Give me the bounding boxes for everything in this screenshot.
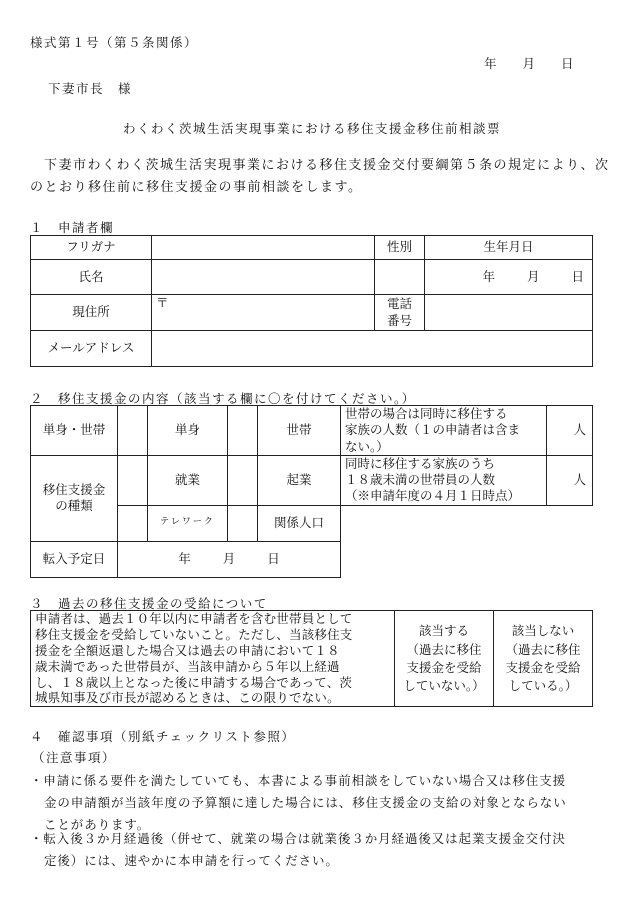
phone-label-line-2: 番号 <box>386 312 412 328</box>
minor-note-line-2: １８歳未満の世帯員の人数 <box>345 472 496 487</box>
household-label: 世帯 <box>258 406 341 456</box>
date-day: 日 <box>561 56 574 71</box>
employment-label: 就業 <box>148 455 228 505</box>
birthdate-field[interactable] <box>425 260 593 295</box>
move-year: 年 <box>178 550 191 566</box>
address-field[interactable] <box>152 295 375 331</box>
move-month: 月 <box>222 550 236 566</box>
not-applicable-line-4: している。） <box>508 677 578 693</box>
bullet1-line-3: ことがあります。 <box>44 817 151 832</box>
intro-line-2: のとおり移住前に移住支援金の事前相談をします。 <box>30 180 363 195</box>
bullet2-line-1: ・転入後３か月経過後（併せて、就業の場合は就業後３か月経過後又は起業支援金交付決 <box>30 831 566 846</box>
date-month: 月 <box>522 56 536 71</box>
phone-label <box>375 295 425 331</box>
applicable-line-2: （過去に移住 <box>406 641 482 657</box>
name-label: 氏名 <box>31 260 152 295</box>
related-population-check-cell[interactable] <box>228 505 258 541</box>
addressee: 下妻市長 様 <box>48 81 133 96</box>
startup-check-cell[interactable] <box>228 455 258 505</box>
condition-line-4: 歳未満であった世帯員が、当該申請から５年以上経過 <box>35 658 340 674</box>
date-line <box>484 54 574 72</box>
household-members-note <box>341 406 547 456</box>
condition-line-5: し、１８歳以上となった後に申請する場合であって、茨 <box>35 674 353 690</box>
applicable-line-1: 該当する <box>418 623 469 639</box>
not-applicable-line-1: 該当しない <box>511 623 575 639</box>
minor-members-note <box>341 455 547 505</box>
related-population-label: 関係人口 <box>258 505 341 541</box>
condition-line-2: 移住支援金を受給していないこと。ただし、当該移住支 <box>35 626 353 642</box>
move-date-label: 転入予定日 <box>31 541 118 577</box>
section2-heading: ２ 移住支援金の内容（該当する欄に〇を付けてください。） <box>30 391 416 406</box>
blank-area-2 <box>341 541 593 577</box>
bullet1-line-2: 金の申請額が当該年度の予算額に達した場合には、移住支援金の支給の対象とならない <box>44 795 567 810</box>
page-title: わくわく茨城生活実現事業における移住支援金移住前相談票 <box>123 121 502 136</box>
birth-year: 年 <box>482 268 495 284</box>
not-applicable-option[interactable] <box>494 611 593 707</box>
section3-heading: ３ 過去の移住支援金の受給について <box>30 596 268 611</box>
applicable-line-4: していない。） <box>403 677 485 693</box>
minor-note-line-3: （※申請年度の４月１日時点） <box>345 488 521 504</box>
address-label: 現住所 <box>31 295 152 331</box>
minor-members-field[interactable] <box>547 455 593 505</box>
past-receipt-table <box>30 610 593 707</box>
birthdate-label: 生年月日 <box>425 236 593 260</box>
persons-unit-2: 人 <box>573 472 586 487</box>
not-applicable-line-2: （過去に移住 <box>505 641 581 657</box>
past-receipt-condition <box>31 611 395 707</box>
postal-mark: 〒 <box>156 295 169 310</box>
condition-line-6: 城県知事及び市長が認めるときは、この限りでない。 <box>35 690 340 706</box>
single-check-cell[interactable] <box>118 406 148 456</box>
section1-heading: １ 申請者欄 <box>30 220 115 235</box>
move-day: 日 <box>267 550 280 566</box>
not-applicable-line-3: 支援金を受給 <box>505 659 581 675</box>
phone-label-line-1: 電話 <box>386 296 412 312</box>
household-note-line-3: ない。） <box>345 438 389 454</box>
telework-label: テレワーク <box>148 505 228 541</box>
name-field[interactable] <box>152 260 375 295</box>
applicable-line-3: 支援金を受給 <box>406 659 482 675</box>
phone-field[interactable] <box>425 295 593 331</box>
notes-bullet-1 <box>30 770 567 836</box>
blank-area <box>341 505 593 541</box>
notes-bullet-2 <box>30 828 566 872</box>
notes-heading: （注意事項） <box>32 750 117 765</box>
email-field[interactable] <box>152 331 593 367</box>
bullet2-line-2: 定後）には、速やかに本申請を行ってください。 <box>44 853 339 868</box>
household-note-line-1: 世帯の場合は同時に移住する <box>345 406 508 421</box>
telework-check-cell[interactable] <box>118 505 148 541</box>
furigana-field[interactable] <box>152 236 375 260</box>
household-check-cell[interactable] <box>228 406 258 456</box>
applicant-table <box>30 235 593 367</box>
email-label: メールアドレス <box>31 331 152 367</box>
section4-heading: ４ 確認事項（別紙チェックリスト参照） <box>30 729 296 744</box>
household-note-line-2: 家族の人数（１の申請者は含ま <box>345 422 521 438</box>
intro-line-1: 下妻市わくわく茨城生活実現事業における移住支援金交付要綱第５条の規定により、次 <box>44 158 610 173</box>
single-label: 単身 <box>148 406 228 456</box>
date-year: 年 <box>484 56 497 71</box>
bullet1-line-1: ・申請に係る要件を満たしていても、本書による事前相談をしていない場合又は移住支援 <box>30 773 567 788</box>
support-type-line-2: の種類 <box>55 498 93 514</box>
birth-month: 月 <box>526 268 540 284</box>
gender-field[interactable] <box>375 260 425 295</box>
startup-label: 起業 <box>258 455 341 505</box>
support-content-table <box>30 405 593 578</box>
form-number: 様式第１号（第５条関係） <box>30 35 199 50</box>
persons-unit-1: 人 <box>573 422 586 438</box>
furigana-label: フリガナ <box>31 236 152 260</box>
support-type-label <box>31 455 118 541</box>
condition-line-1: 申請者は、過去１０年以内に申請者を含む世帯員として <box>35 611 353 626</box>
gender-label: 性別 <box>375 236 425 260</box>
single-household-label: 単身・世帯 <box>31 406 118 456</box>
applicable-option[interactable] <box>395 611 494 707</box>
minor-note-line-1: 同時に移住する家族のうち <box>345 455 496 471</box>
move-date-field[interactable] <box>118 541 341 577</box>
household-members-field[interactable] <box>547 406 593 456</box>
condition-line-3: 援金を全額返還した場合又は過去の申請において１８ <box>35 642 340 658</box>
employment-check-cell[interactable] <box>118 455 148 505</box>
support-type-line-1: 移住支援金 <box>42 481 106 497</box>
birth-day: 日 <box>571 268 584 284</box>
